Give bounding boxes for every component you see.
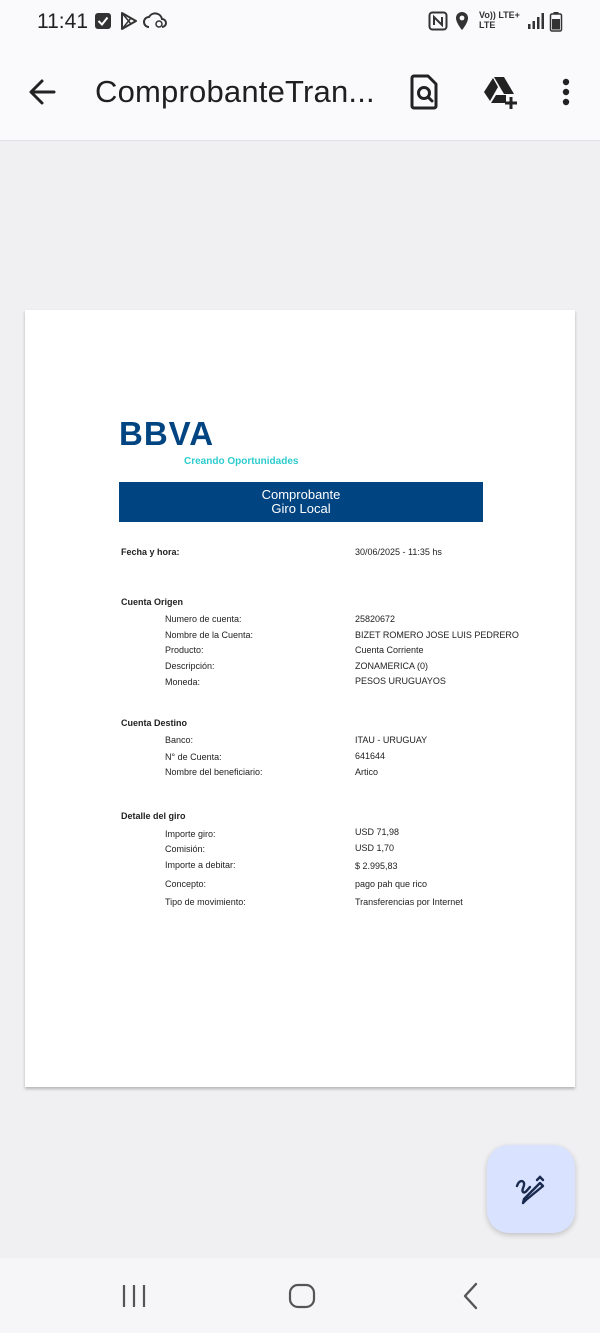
detalle-label: Comisión: [165, 844, 206, 854]
drive-add-button[interactable] [480, 72, 520, 112]
lte-label: LTE [479, 20, 496, 30]
search-document-icon [405, 72, 445, 112]
checkbox-notification-icon [94, 11, 112, 36]
banner-title: Comprobante [261, 487, 341, 502]
origen-label: Numero de cuenta: [165, 614, 242, 624]
origen-label: Producto: [165, 645, 204, 655]
origen-value: Cuenta Corriente [355, 645, 424, 655]
status-time: 11:41 [37, 10, 88, 33]
detalle-label: Importe a debitar: [165, 860, 236, 870]
destino-label: Nombre del beneficiario: [165, 767, 263, 777]
nfc-icon [428, 11, 448, 36]
system-nav-bar [0, 1258, 600, 1333]
banner-subtitle: Giro Local [271, 501, 331, 516]
signal-icon [527, 11, 545, 36]
drive-add-icon [480, 72, 520, 112]
pdf-page[interactable] [25, 310, 575, 1087]
app-bar [0, 44, 600, 141]
origen-label: Nombre de la Cuenta: [165, 630, 254, 640]
arrow-back-icon [24, 74, 64, 110]
section-title-detalle: Detalle del giro [121, 811, 186, 821]
origen-value: 25820672 [355, 614, 396, 624]
destino-label: Banco: [165, 735, 194, 745]
edit-fab-button[interactable] [487, 1145, 575, 1233]
volte-label: Vo)) LTE+ [479, 10, 520, 20]
origen-value: BIZET ROMERO JOSE LUIS PEDRERO [355, 630, 519, 640]
logo-text: BBVA [119, 415, 215, 452]
detalle-value: $ 2.995,83 [355, 861, 398, 871]
detalle-value: USD 71,98 [355, 827, 400, 837]
edit-pen-icon [514, 1172, 548, 1206]
nav-back-button[interactable] [452, 1280, 492, 1312]
recents-icon [114, 1280, 154, 1312]
play-store-icon [119, 11, 139, 36]
detalle-value: pago pah que rico [355, 879, 428, 889]
volte-lte-icon [479, 10, 520, 30]
receipt-banner [119, 482, 483, 522]
bbva-logo [119, 415, 299, 465]
home-button[interactable] [282, 1280, 322, 1312]
detalle-label: Tipo de movimiento: [165, 897, 246, 907]
origen-value: PESOS URUGUAYOS [355, 676, 446, 686]
section-title-origen: Cuenta Origen [121, 597, 184, 607]
detalle-value: USD 1,70 [355, 843, 395, 853]
nav-back-icon [452, 1280, 492, 1312]
section-title-destino: Cuenta Destino [121, 718, 188, 728]
recents-button[interactable] [114, 1280, 154, 1312]
fecha-value: 30/06/2025 - 11:35 hs [355, 547, 442, 557]
document-title: ComprobanteTran... [95, 74, 375, 109]
status-bar [0, 0, 600, 44]
battery-icon [549, 11, 563, 38]
fecha-label: Fecha y hora: [121, 547, 180, 557]
search-document-button[interactable] [405, 72, 445, 112]
origen-value: ZONAMERICA (0) [355, 661, 429, 671]
home-icon [282, 1280, 322, 1312]
detalle-label: Concepto: [165, 879, 207, 889]
detalle-label: Importe giro: [165, 829, 216, 839]
location-icon [454, 11, 470, 36]
detalle-value: Transferencias por Internet [355, 897, 463, 907]
destino-value: Artico [355, 767, 379, 777]
destino-value: ITAU - URUGUAY [355, 735, 428, 745]
destino-value: 641644 [355, 751, 386, 761]
logo-tagline: Creando Oportunidades [184, 456, 299, 467]
origen-label: Descripción: [165, 661, 215, 671]
back-arrow-button[interactable] [24, 74, 64, 110]
more-vert-icon [546, 72, 586, 112]
cloud-sync-icon [143, 11, 167, 36]
destino-label: N° de Cuenta: [165, 752, 222, 762]
origen-label: Moneda: [165, 677, 201, 687]
more-options-button[interactable] [546, 72, 586, 112]
